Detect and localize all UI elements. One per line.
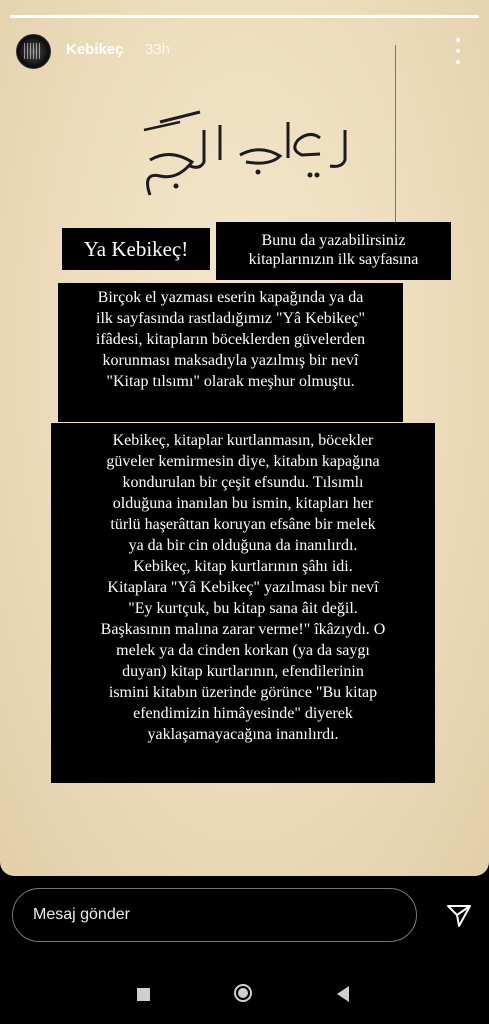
more-vertical-icon[interactable]	[452, 38, 464, 64]
send-icon[interactable]	[445, 902, 473, 930]
paragraph-line: ya da bir cin olduğuna da inanılırdı.	[128, 537, 358, 554]
message-placeholder: Mesaj gönder	[33, 906, 130, 923]
paragraph-line: güveler kemirmesin diye, kitabın kapağına	[106, 453, 380, 470]
story-paragraph-1	[58, 283, 403, 422]
paragraph-line: kondurulan bir çeşit efsundu. Tılsımlı	[122, 474, 364, 491]
story-progress-fill	[10, 15, 479, 18]
paragraph-line: olduğuna inanılan bu ismin, kitapları her	[112, 495, 374, 512]
paragraph-line: türlü haşerâttan koruyan efsâne bir melek	[110, 516, 376, 533]
nav-recent-square-icon[interactable]	[137, 988, 150, 1001]
paragraph-line: "Kitap tılsımı" olarak meşhur olmuştu.	[106, 373, 355, 390]
story-note	[216, 222, 451, 280]
paragraph-line: duyan) kitap kurtlarının, efendilerinin	[122, 663, 364, 680]
nav-back-triangle-icon[interactable]	[337, 986, 349, 1002]
paragraph-line: korunması maksadıyla yazılmış bir nevî	[102, 352, 359, 369]
paragraph-line: yaklaşamayacağına inanılırdı.	[147, 726, 339, 743]
nav-home-circle-icon[interactable]	[234, 984, 252, 1002]
post-time: 33h	[145, 41, 171, 58]
message-input[interactable]	[12, 888, 417, 942]
paragraph-line: efendimizin himâyesinde" diyerek	[133, 705, 353, 722]
paragraph-line: ismini kitabın üzerinde görünce "Bu kitap	[108, 684, 378, 701]
paragraph-line: Birçok el yazması eserin kapağında ya da	[97, 289, 364, 306]
paragraph-line: ifâdesi, kitapların böceklerden güvelerden	[95, 331, 366, 348]
paragraph-line: Kebikeç, kitaplar kurtlanmasın, böcekler	[112, 432, 374, 449]
avatar[interactable]	[16, 34, 51, 69]
paragraph-line: Kebikeç, kitap kurtlarının şâhı idi.	[133, 558, 353, 575]
story-paragraph-2	[51, 423, 435, 783]
note-line: Bunu da yazabilirsiniz	[261, 232, 406, 249]
calligraphy-image	[120, 100, 370, 210]
paragraph-line: "Ey kurtçuk, bu kitap sana âit değil.	[128, 600, 358, 617]
username[interactable]: Kebikeç	[66, 41, 124, 58]
story-title: Ya Kebikeç!	[62, 228, 210, 270]
paragraph-line: Kitaplara "Yâ Kebikeç" yazılması bir nevî	[107, 579, 379, 596]
paragraph-line: melek ya da cinden korkan (ya da saygı	[116, 642, 370, 659]
paragraph-line: Başkasının malına zarar verme!" îkâzıydı. O	[100, 621, 386, 638]
story-progress-bar	[10, 15, 479, 18]
note-line: kitaplarınızın ilk sayfasına	[248, 251, 419, 268]
paragraph-line: ilk sayfasında rastladığımız "Yâ Kebikeç"	[96, 310, 365, 327]
